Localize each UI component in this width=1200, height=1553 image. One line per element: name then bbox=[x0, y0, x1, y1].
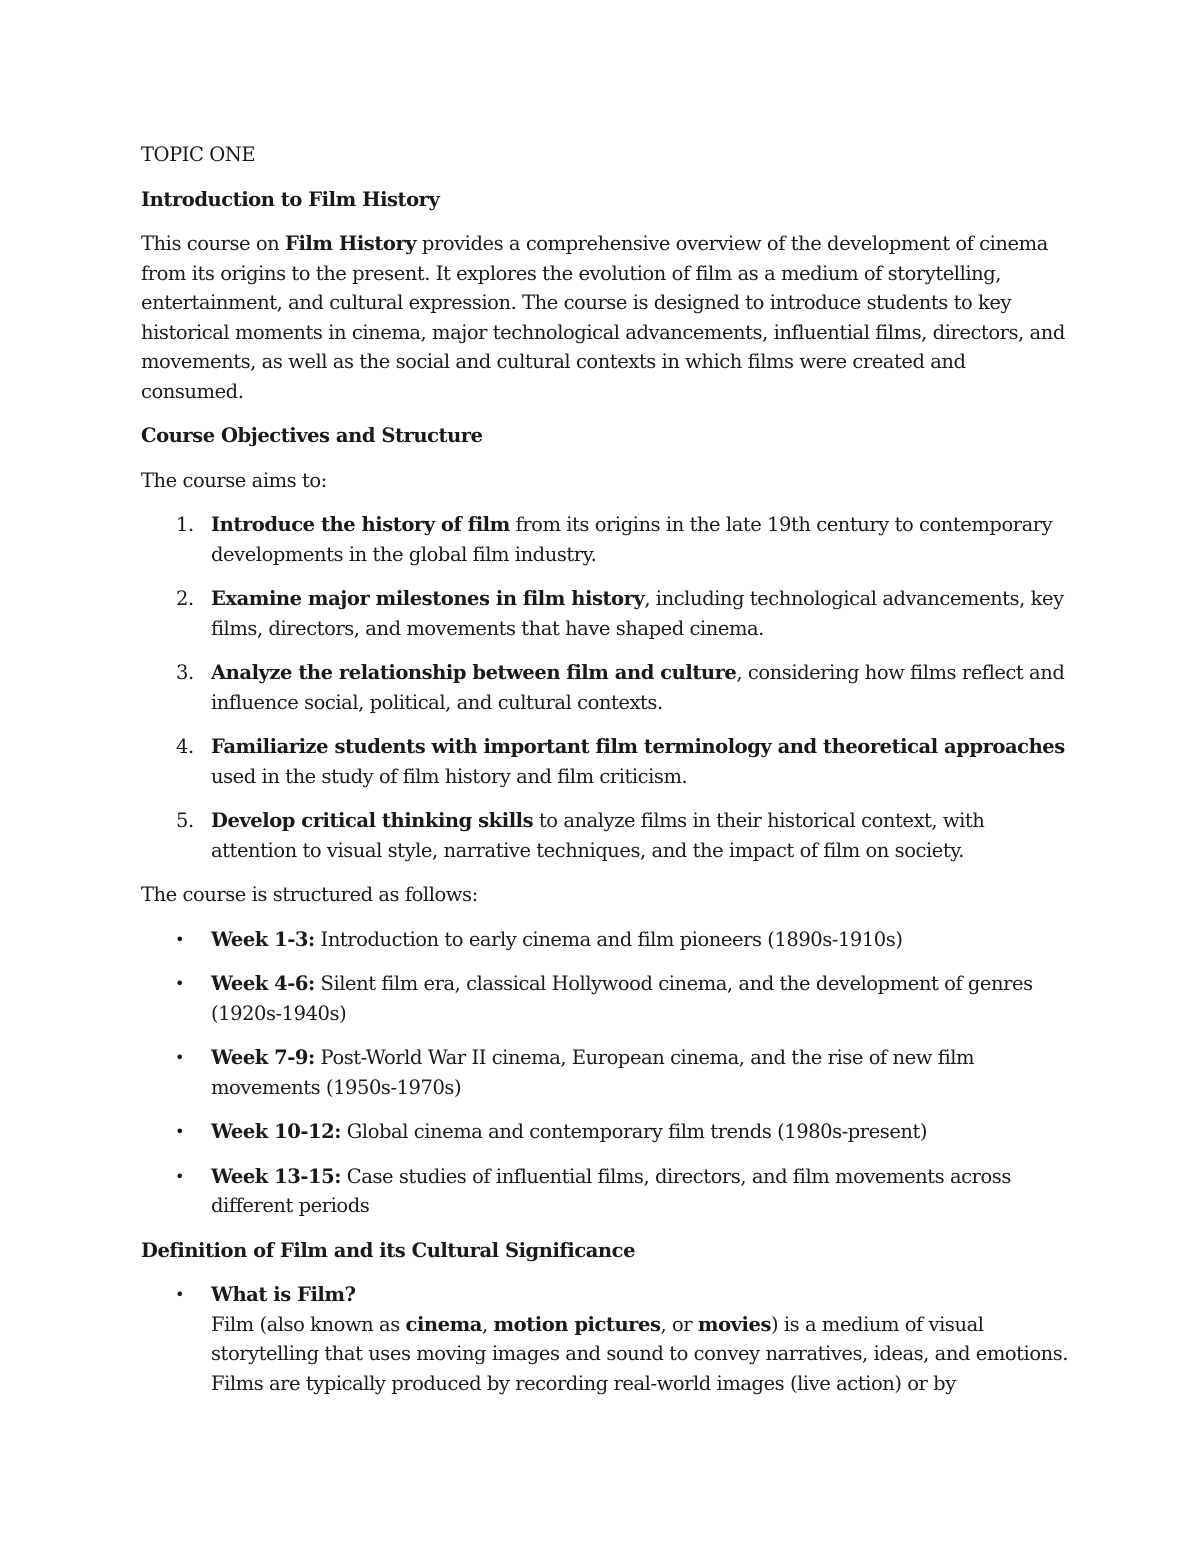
definition-term: movies bbox=[697, 1312, 771, 1336]
list-item bbox=[141, 925, 1071, 955]
week-label: Week 4-6: bbox=[211, 972, 315, 995]
week-label: Week 13-15: bbox=[211, 1164, 342, 1188]
objectives-list bbox=[141, 510, 1071, 865]
definition-text: , or bbox=[660, 1312, 698, 1336]
week-text: Introduction to early cinema and film pioneers (1890s-1910s) bbox=[314, 927, 903, 951]
week-text: Case studies of influential films, directors, and film movements across different periods bbox=[211, 1164, 1011, 1217]
definition-text: , bbox=[481, 1312, 494, 1336]
list-item bbox=[141, 969, 1071, 1028]
intro-bold-term: Film History bbox=[285, 232, 417, 255]
objective-bold: Analyze the relationship between film and culture bbox=[211, 661, 737, 684]
objective-text: used in the study of film history and film criticism. bbox=[211, 764, 688, 788]
definition-question: What is Film? bbox=[211, 1283, 356, 1306]
weeks-list bbox=[141, 925, 1071, 1221]
bullet-icon: • bbox=[175, 1166, 184, 1186]
bullet-icon: • bbox=[175, 929, 184, 949]
week-label: Week 10-12: bbox=[211, 1120, 342, 1143]
intro-text-start: This course on bbox=[141, 232, 286, 255]
list-number: 3. bbox=[176, 661, 194, 684]
list-item bbox=[141, 732, 1071, 791]
week-label: Week 7-9: bbox=[211, 1046, 315, 1069]
definition-text: Film (also known as bbox=[211, 1312, 406, 1336]
list-item bbox=[141, 658, 1071, 717]
definition-heading: Definition of Film and its Cultural Significance bbox=[141, 1238, 636, 1262]
list-number: 1. bbox=[176, 513, 194, 536]
bullet-icon: • bbox=[175, 1048, 184, 1067]
intro-paragraph bbox=[141, 229, 1071, 406]
list-item bbox=[141, 1280, 1071, 1398]
definition-term: motion pictures bbox=[493, 1312, 661, 1336]
intro-text-rest: provides a comprehensive overview of the development of cinema from its origins to the present. It explores the evolution of film as a medium of storytelling, entertainment, and cultural expression. The course is designed to introduce students to key historical moments in cinema, major technological advancements, influential films, directors, and movements, as well as the social and cultural contexts in which films were created and consumed. bbox=[141, 232, 1065, 403]
list-number: 2. bbox=[176, 587, 194, 610]
week-text: Silent film era, classical Hollywood cinema, and the development of genres (1920s-1940s) bbox=[211, 972, 1033, 1025]
list-item bbox=[141, 1162, 1071, 1221]
definition-term: cinema bbox=[405, 1312, 482, 1336]
aims-intro: The course aims to: bbox=[141, 468, 327, 492]
bullet-icon: • bbox=[175, 1285, 184, 1304]
objective-text: , including technological advancements, key films, directors, and movements that have shaped cinema. bbox=[211, 587, 1064, 640]
bullet-icon: • bbox=[175, 1122, 184, 1141]
objective-bold: Examine major milestones in film history bbox=[211, 587, 645, 610]
objective-bold: Develop critical thinking skills bbox=[211, 809, 534, 832]
definition-list bbox=[141, 1280, 1071, 1398]
week-text: Post-World War II cinema, European cinema, and the rise of new film movements (1950s-1970s) bbox=[211, 1046, 975, 1099]
list-item bbox=[141, 584, 1071, 643]
list-number: 4. bbox=[176, 735, 194, 758]
objective-text: to analyze films in their historical context, with attention to visual style, narrative techniques, and the impact of film on society. bbox=[211, 809, 985, 862]
list-item bbox=[141, 806, 1071, 865]
objective-bold: Introduce the history of film bbox=[211, 513, 510, 536]
page-title: Introduction to Film History bbox=[141, 187, 440, 211]
list-number: 5. bbox=[176, 809, 194, 832]
list-item bbox=[141, 1117, 1071, 1147]
list-item bbox=[141, 1043, 1071, 1102]
week-label: Week 1-3: bbox=[211, 927, 315, 951]
week-text: Global cinema and contemporary film trends (1980s-present) bbox=[341, 1120, 928, 1143]
bullet-icon: • bbox=[175, 974, 184, 993]
objectives-heading: Course Objectives and Structure bbox=[141, 424, 483, 447]
document-page bbox=[141, 140, 1071, 1413]
objective-text: , considering how films reflect and influence social, political, and cultural contexts. bbox=[211, 661, 1065, 714]
topic-label: TOPIC ONE bbox=[141, 143, 256, 166]
objective-bold: Familiarize students with important film terminology and theoretical approaches bbox=[211, 735, 1065, 758]
list-item bbox=[141, 510, 1071, 569]
objective-text: from its origins in the late 19th century to contemporary developments in the global film industry. bbox=[211, 513, 1053, 566]
structure-intro: The course is structured as follows: bbox=[141, 883, 478, 906]
definition-text: ) is a medium of visual storytelling that uses moving images and sound to convey narratives, ideas, and emotions. Films are typically produced by recording real-world images (live action) or by bbox=[211, 1312, 1069, 1395]
